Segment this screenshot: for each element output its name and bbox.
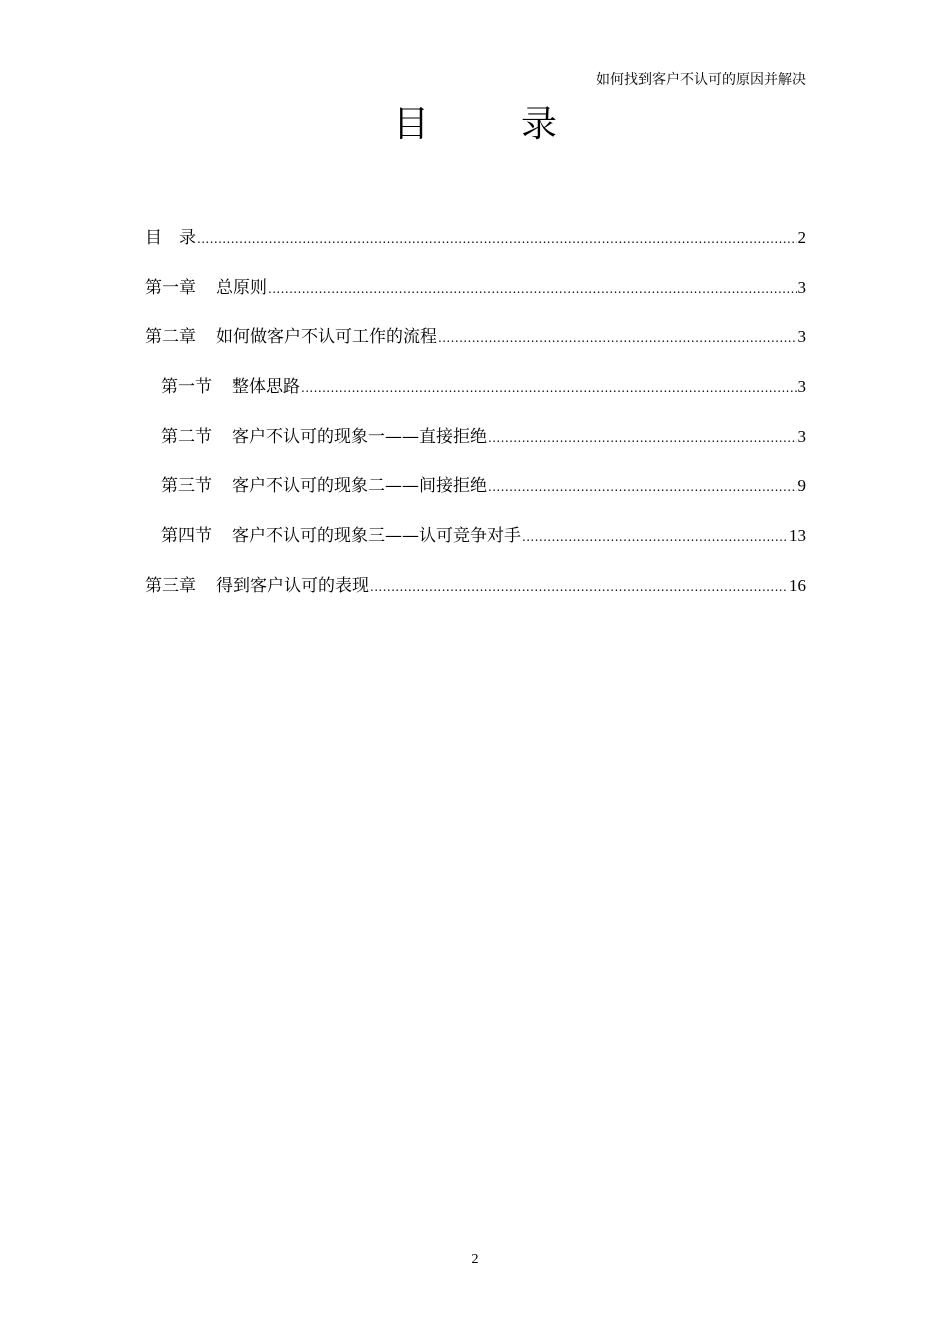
toc-entry-number: 第二节 xyxy=(161,426,212,447)
toc-dot-leader xyxy=(268,275,797,303)
toc-entry-contents[interactable] xyxy=(145,224,806,274)
page-title: 目 录 xyxy=(392,104,585,145)
toc-entry-section-2[interactable] xyxy=(145,423,806,473)
table-of-contents xyxy=(145,224,806,622)
toc-entry-label: 总原则 xyxy=(216,277,267,298)
toc-entry-label: 整体思路 xyxy=(232,377,300,398)
toc-entry-number: 第三章 xyxy=(145,575,196,596)
toc-page-number: 3 xyxy=(797,426,806,446)
toc-page-number: 16 xyxy=(789,575,806,595)
toc-dot-leader xyxy=(488,473,797,501)
toc-dot-leader xyxy=(197,225,797,253)
toc-entry-number: 第二章 xyxy=(145,327,196,348)
toc-entry-section-1[interactable] xyxy=(145,373,806,423)
toc-entry-label: 得到客户认可的表现 xyxy=(216,575,369,596)
toc-entry-section-4[interactable] xyxy=(145,522,806,572)
toc-entry-number: 第一章 xyxy=(145,277,196,298)
toc-entry-label: 客户不认可的现象三——认可竞争对手 xyxy=(232,526,521,547)
toc-entry-label: 客户不认可的现象二——间接拒绝 xyxy=(232,476,487,497)
toc-dot-leader xyxy=(370,573,788,601)
toc-entry-chapter-2[interactable] xyxy=(145,323,806,373)
toc-dot-leader xyxy=(301,374,797,402)
running-header: 如何找到客户不认可的原因并解决 xyxy=(596,72,806,88)
toc-page-number: 3 xyxy=(797,327,806,347)
toc-entry-chapter-3[interactable] xyxy=(145,572,806,622)
toc-entry-label: 目 录 xyxy=(145,228,196,248)
toc-page-number: 9 xyxy=(797,476,806,496)
toc-dot-leader xyxy=(488,424,797,452)
toc-dot-leader xyxy=(438,324,797,352)
toc-entry-label: 如何做客户不认可工作的流程 xyxy=(216,327,437,348)
toc-entry-section-3[interactable] xyxy=(145,472,806,522)
toc-page-number: 13 xyxy=(789,526,806,546)
toc-entry-chapter-1[interactable] xyxy=(145,274,806,324)
toc-dot-leader xyxy=(522,523,788,551)
toc-entry-number: 第三节 xyxy=(161,476,212,497)
toc-page-number: 3 xyxy=(797,277,806,297)
toc-entry-label: 客户不认可的现象一——直接拒绝 xyxy=(232,426,487,447)
page-number: 2 xyxy=(471,1252,479,1267)
toc-entry-number: 第四节 xyxy=(161,526,212,547)
toc-page-number: 3 xyxy=(797,377,806,397)
toc-page-number: 2 xyxy=(797,228,806,247)
toc-entry-number: 第一节 xyxy=(161,377,212,398)
